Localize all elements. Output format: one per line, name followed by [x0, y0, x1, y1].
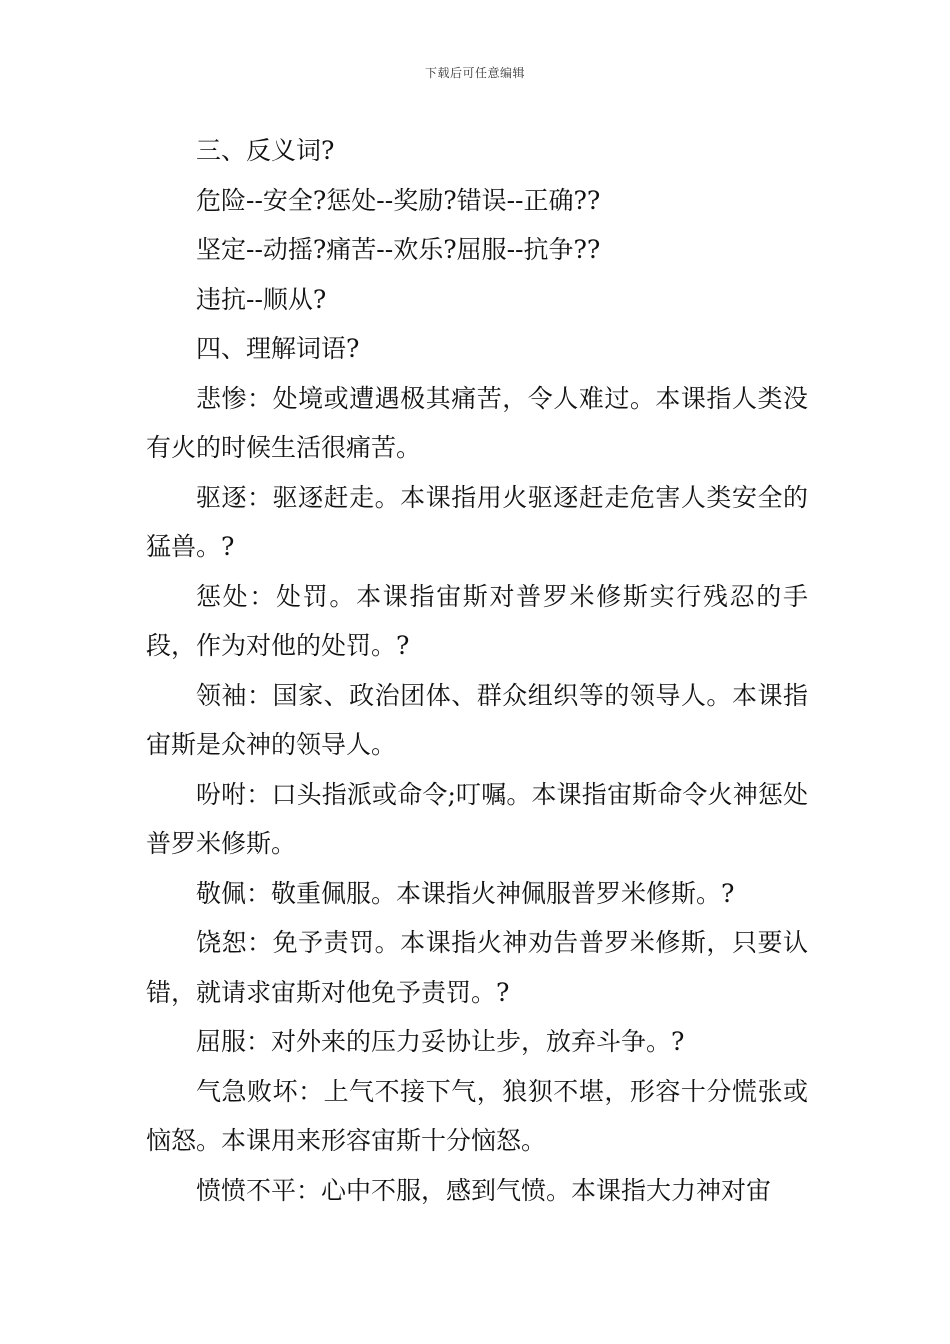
vocab-definition-qijibaihuai: 气急败坏：上气不接下气，狼狈不堪，形容十分慌张或恼怒。本课用来形容宙斯十分恼怒。 — [146, 1076, 808, 1155]
vocab-definition-fenfu: 吩咐：口头指派或命令;叮嘱。本课指宙斯命令火神惩处普罗米修斯。 — [146, 779, 808, 858]
section-heading-vocabulary: 四、理解词语? — [196, 334, 360, 363]
vocab-definition-quzhu: 驱逐：驱逐赶走。本课指用火驱逐赶走危害人类安全的猛兽。? — [146, 482, 808, 561]
vocab-definition-raoshu: 饶恕：免予责罚。本课指火神劝告普罗米修斯，只要认错，就请求宙斯对他免予责罚。? — [146, 928, 808, 1007]
vocab-definition-jingpei: 敬佩：敬重佩服。本课指火神佩服普罗米修斯。? — [196, 878, 735, 908]
vocab-definition-lingxiu: 领袖：国家、政治团体、群众组织等的领导人。本课指宙斯是众神的领导人。 — [146, 680, 808, 759]
vocab-definition-fenfenbuping: 愤愤不平：心中不服，感到气愤。本课指大力神对宙 — [196, 1175, 772, 1205]
vocab-definition-chengchu: 惩处：处罚。本课指宙斯对普罗米修斯实行残忍的手段，作为对他的处罚。? — [146, 581, 808, 660]
section-heading-antonyms: 三、反义词? — [196, 136, 335, 165]
antonym-line-1: 危险--安全?惩处--奖励?错误--正确?? — [196, 185, 601, 215]
vocab-definition-beican: 悲惨：处境或遭遇极其痛苦，令人难过。本课指人类没有火的时候生活很痛苦。 — [146, 383, 808, 462]
page-header-note: 下载后可任意编辑 — [424, 66, 525, 80]
vocab-definition-qufu: 屈服：对外来的压力妥协让步，放弃斗争。? — [196, 1027, 685, 1056]
antonym-line-3: 违抗--顺从? — [196, 284, 327, 314]
antonym-line-2: 坚定--动摇?痛苦--欢乐?屈服--抗争?? — [196, 235, 601, 264]
document-body — [146, 126, 808, 1215]
